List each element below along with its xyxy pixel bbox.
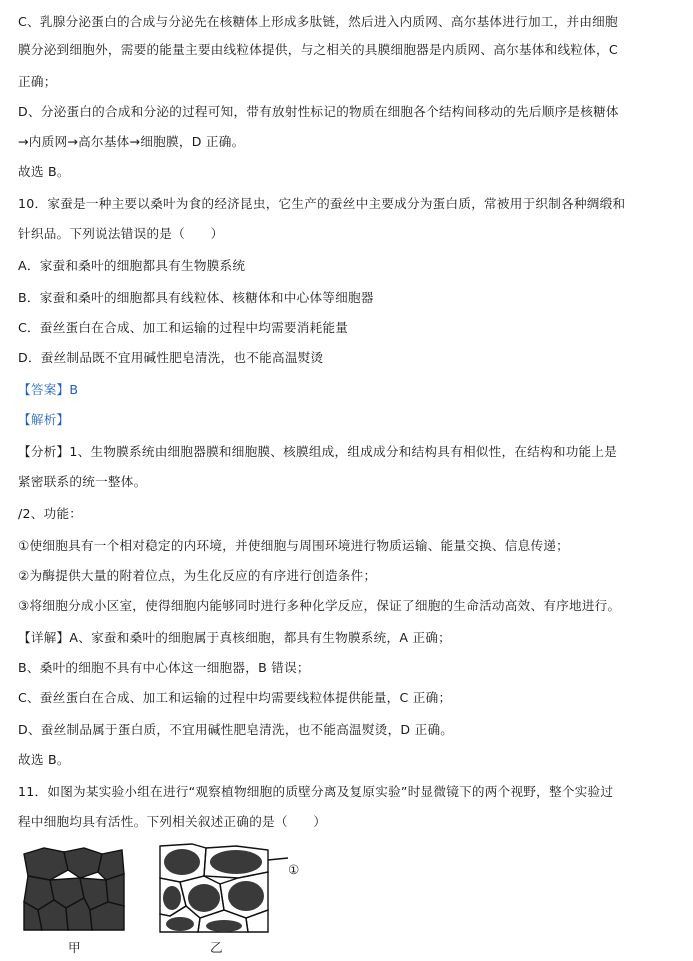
text-line: →内质网→高尔基体→细胞膜，D 正确。	[18, 134, 245, 149]
text-line: C、蚕丝蛋白在合成、加工和运输的过程中均需要线粒体提供能量，C 正确；	[18, 690, 452, 705]
question-10-stem: 10．家蚕是一种主要以桑叶为食的经济昆虫，它生产的蚕丝中主要成分为蛋白质，常被用于织制各种绸缎和	[18, 196, 626, 211]
text-line: 【详解】A、家蚕和桑叶的细胞属于真核细胞，都具有生物膜系统，A 正确；	[18, 630, 451, 645]
micrograph-figure	[20, 840, 320, 961]
text-line: 【分析】1、生物膜系统由细胞器膜和细胞膜、核膜组成，组成成分和结构具有相似性，在结构和功能上是	[18, 444, 618, 459]
text-line: ③将细胞分成小区室，使得细胞内能够同时进行多种化学反应，保证了细胞的生命活动高效、有序地进行。	[18, 598, 621, 613]
cell-diagrams	[20, 840, 320, 936]
analysis-label: 【解析】	[18, 412, 70, 427]
question-11-stem: 程中细胞均具有活性。下列相关叙述正确的是（ ）	[18, 814, 327, 829]
text-line: 正确；	[18, 74, 57, 89]
label-yi: 乙	[210, 940, 223, 955]
cells-yi	[158, 844, 288, 932]
answer-label: 【答案】B	[18, 382, 79, 397]
text-line: 膜分泌到细胞外，需要的能量主要由线粒体提供，与之相关的具膜细胞器是内质网、高尔基体和线粒体，C	[18, 42, 618, 57]
text-line: D、分泌蛋白的合成和分泌的过程可知，带有放射性标记的物质在细胞各个结构间移动的先后顺序是核糖体	[18, 104, 619, 119]
option-d: D．蚕丝制品既不宜用碱性肥皂清洗，也不能高温熨烫	[18, 350, 324, 365]
text-line: ②为酶提供大量的附着位点，为生化反应的有序进行创造条件；	[18, 568, 377, 583]
text-line: /2、功能：	[18, 506, 83, 521]
text-line: ①使细胞具有一个相对稳定的内环境，并使细胞与周围环境进行物质运输、能量交换、信息传递；	[18, 538, 569, 553]
option-c: C．蚕丝蛋白在合成、加工和运输的过程中均需要消耗能量	[18, 320, 349, 335]
cells-jia	[22, 846, 126, 930]
text-line: 故选 B。	[18, 752, 70, 767]
label-jia: 甲	[68, 940, 81, 955]
text-line: 故选 B。	[18, 164, 70, 179]
text-line: C、乳腺分泌蛋白的合成与分泌先在核糖体上形成多肽链，然后进入内质网、高尔基体进行加工，并由细胞	[18, 14, 618, 29]
text-line: D、蚕丝制品属于蛋白质，不宜用碱性肥皂清洗，也不能高温熨烫，D 正确。	[18, 722, 454, 737]
question-11-stem: 11．如图为某实验小组在进行“观察植物细胞的质壁分离及复原实验”时显微镜下的两个视野，整个实验过	[18, 784, 614, 799]
option-b: B．家蚕和桑叶的细胞都具有线粒体、核糖体和中心体等细胞器	[18, 290, 374, 305]
text-line: 紧密联系的统一整体。	[18, 474, 147, 489]
label-marker-1: ①	[288, 862, 300, 877]
question-10-stem: 针织品。下列说法错误的是（ ）	[18, 226, 224, 241]
option-a: A．家蚕和桑叶的细胞都具有生物膜系统	[18, 258, 246, 273]
text-line: B、桑叶的细胞不具有中心体这一细胞器，B 错误；	[18, 660, 310, 675]
